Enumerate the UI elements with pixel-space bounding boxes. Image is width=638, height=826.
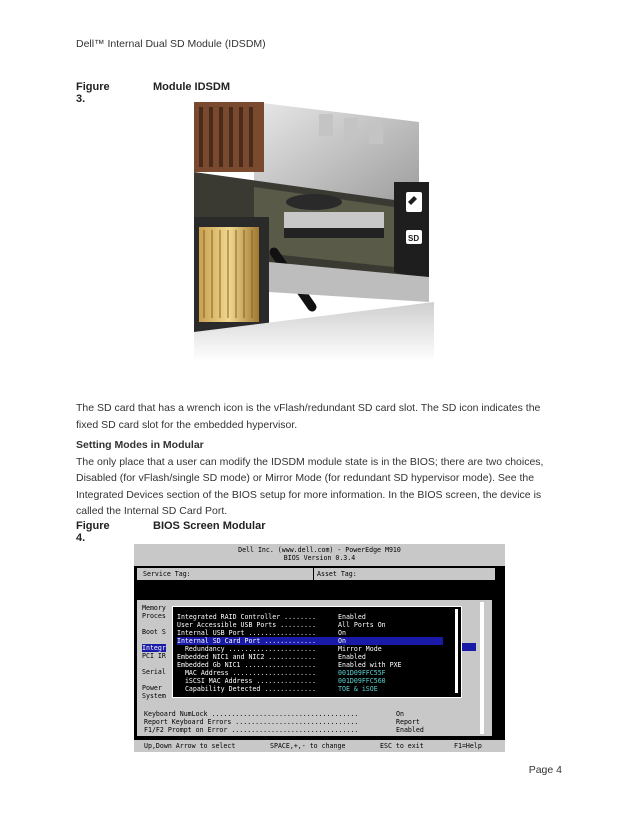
setting-label: MAC Address ..................... <box>177 669 316 677</box>
bios-setting-row[interactable] <box>177 645 382 653</box>
setting-label: Integrated RAID Controller ........ <box>177 613 316 621</box>
selection-marker <box>462 643 476 651</box>
bios-title-line2: BIOS Version 0.3.4 <box>283 554 356 562</box>
setting-label: iSCSI MAC Address ............... <box>177 677 316 685</box>
bios-setting-row[interactable] <box>144 710 404 718</box>
setting-label: F1/F2 Prompt on Error ................................ <box>144 726 359 734</box>
figure-4-number: Figure 4. <box>76 520 110 544</box>
setting-label: Keyboard NumLock ..................................... <box>144 710 359 718</box>
figure-3-number: Figure 3. <box>76 81 110 105</box>
bios-setting-row[interactable] <box>177 653 366 661</box>
setting-label: Internal SD Card Port ............. <box>177 637 316 645</box>
section-body: The only place that a user can modify the IDSDM module state is in the BIOS; there are two choices, Disabled (for vFlash/single SD mode) or Mirror Mode (for redundant SD hypervisor mode). See the Integrated Devices section of the BIOS setup for more information. In the BIOS screen, the device is called the Internal SD Card Port. <box>76 455 544 517</box>
bios-menu-item[interactable]: Serial <box>142 668 166 676</box>
setting-label: Embedded NIC1 and NIC2 ............ <box>177 653 316 661</box>
bios-menu-item[interactable]: Boot S <box>142 628 166 636</box>
setting-value: 001D09FFC55F <box>338 669 386 677</box>
bios-menu-item[interactable]: Power <box>142 684 162 692</box>
figure-4-title: BIOS Screen Modular <box>153 520 266 532</box>
help-f1: F1=Help <box>454 742 482 750</box>
setting-label: User Accessible USB Ports ......... <box>177 621 316 629</box>
main-scrollbar[interactable] <box>480 602 484 734</box>
help-exit: ESC to exit <box>380 742 424 750</box>
setting-label: Embedded Gb NIC1 .................. <box>177 661 316 669</box>
service-tag-label: Service Tag: <box>143 570 191 578</box>
idsdm-module-illustration <box>194 102 434 362</box>
setting-value: Mirror Mode <box>338 645 382 653</box>
setting-value: All Ports On <box>338 621 386 629</box>
bios-setting-row[interactable] <box>177 677 386 685</box>
setting-value: Enabled <box>396 726 424 734</box>
section-setting-modes <box>76 437 562 520</box>
bios-setting-row[interactable] <box>177 629 346 637</box>
bios-menu-item[interactable]: Proces <box>142 612 166 620</box>
setting-value: On <box>338 629 346 637</box>
integrated-devices-popup <box>172 606 462 698</box>
help-change: SPACE,+,- to change <box>270 742 346 750</box>
page-number: Page 4 <box>528 764 562 776</box>
setting-value: Enabled with PXE <box>338 661 402 669</box>
bios-setting-row[interactable] <box>144 726 424 734</box>
bios-screen <box>134 544 505 752</box>
bios-setting-row[interactable] <box>177 685 378 693</box>
document-header: Dell™ Internal Dual SD Module (IDSDM) <box>76 38 266 50</box>
bios-setting-row[interactable] <box>177 669 386 677</box>
bios-setting-row[interactable] <box>177 661 402 669</box>
section-heading: Setting Modes in Modular <box>76 439 204 451</box>
bios-title-line1: Dell Inc. (www.dell.com) - PowerEdge M910 <box>238 546 401 554</box>
help-navigate: Up,Down Arrow to select <box>144 742 236 750</box>
bios-menu-item-selected[interactable]: Integr <box>142 644 166 652</box>
setting-value: TOE & iSOE <box>338 685 378 693</box>
bios-help-bar <box>134 740 505 752</box>
setting-value: On <box>338 637 346 645</box>
sd-icon-label: SD <box>408 234 420 243</box>
idsdm-module-photo <box>194 102 434 362</box>
setting-label: Report Keyboard Errors ............................... <box>144 718 359 726</box>
popup-scrollbar[interactable] <box>455 609 458 693</box>
bios-menu-item[interactable]: PCI IR <box>142 652 166 660</box>
bios-setting-row[interactable] <box>177 621 386 629</box>
tag-separator <box>313 568 314 580</box>
setting-label: Internal USB Port ................. <box>177 629 316 637</box>
setting-value: Enabled <box>338 613 366 621</box>
bios-title-bar <box>134 544 505 566</box>
setting-value: On <box>396 710 404 718</box>
asset-tag-label: Asset Tag: <box>317 570 357 578</box>
bios-setting-row[interactable] <box>177 613 366 621</box>
bios-menu-item[interactable]: Memory <box>142 604 166 612</box>
paragraph-sd-card-slots: The SD card that has a wrench icon is the vFlash/redundant SD card slot. The SD icon indicates the fixed SD card slot for the embedded hypervisor. <box>76 402 541 431</box>
setting-value: Enabled <box>338 653 366 661</box>
bios-setting-row-selected[interactable] <box>177 637 443 645</box>
bios-tag-bar <box>137 568 495 580</box>
setting-label: Redundancy ...................... <box>177 645 316 653</box>
figure-3-title: Module IDSDM <box>153 81 230 93</box>
setting-value: Report <box>396 718 420 726</box>
setting-label: Capability Detected ............. <box>177 685 316 693</box>
setting-value: 001D09FFC560 <box>338 677 386 685</box>
bios-menu-item[interactable]: System <box>142 692 166 700</box>
bios-setting-row[interactable] <box>144 718 420 726</box>
